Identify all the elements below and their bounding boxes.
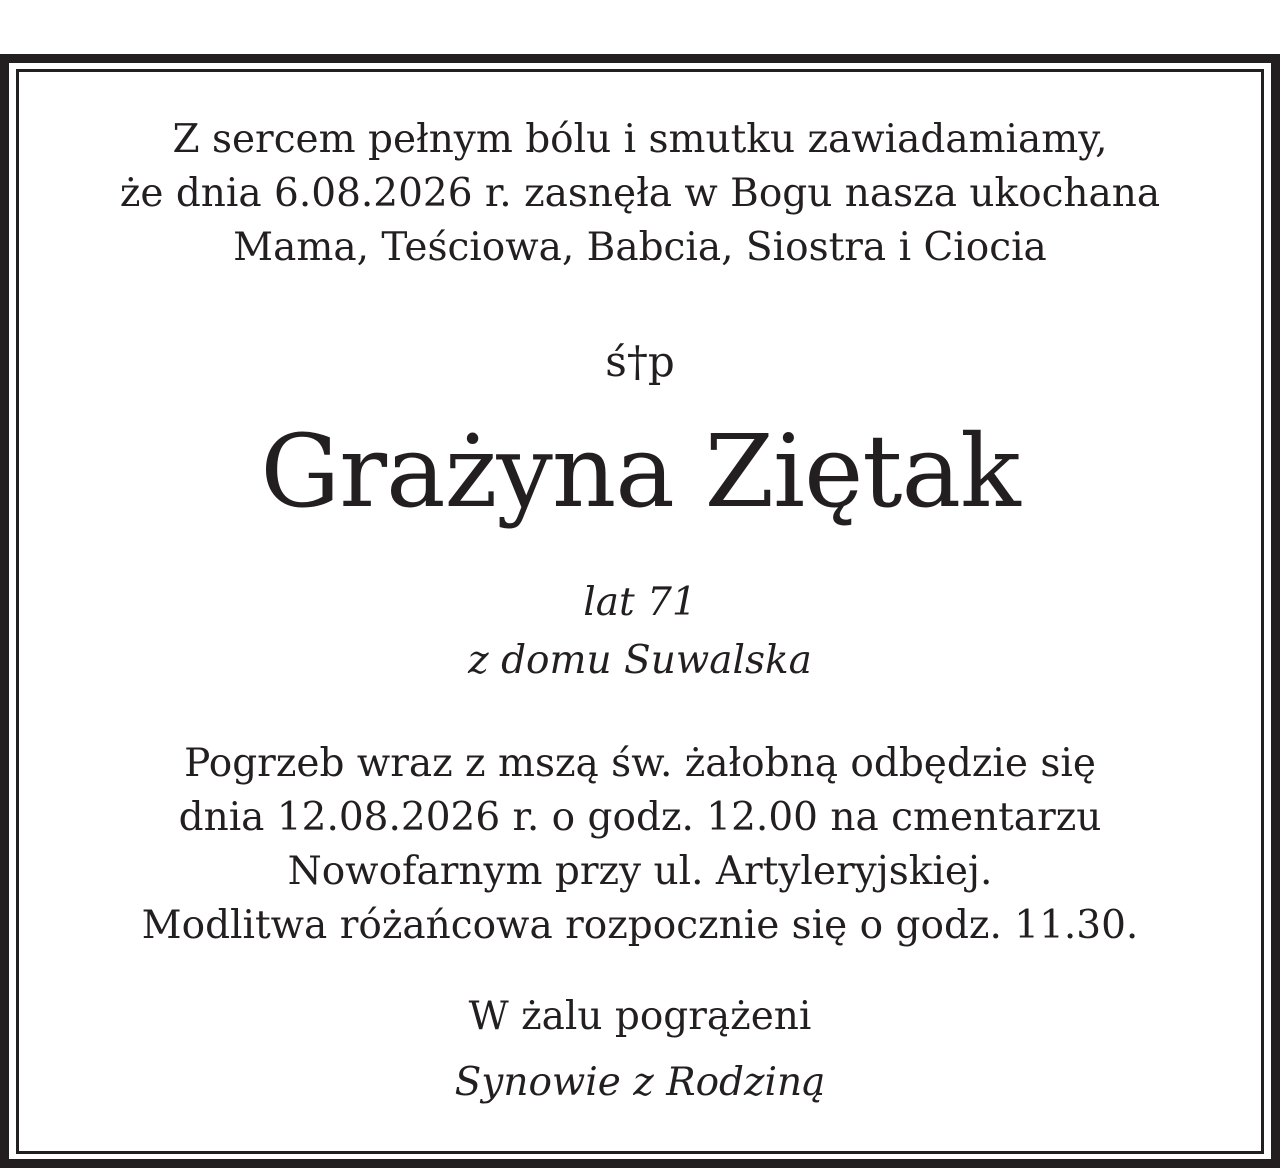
memorial-prefix: ś†p	[605, 337, 675, 386]
family-signature: Synowie z Rodziną	[454, 1060, 826, 1105]
funeral-details	[0, 737, 1280, 953]
intro-line-3: Mama, Teściowa, Babcia, Siostra i Ciocia	[233, 225, 1047, 270]
funeral-line-2: dnia 12.08.2026 r. o godz. 12.00 na cmentarzu	[178, 795, 1102, 840]
intro-line-1: Z sercem pełnym bólu i smutku zawiadamiamy,	[172, 117, 1108, 162]
funeral-line-3: Nowofarnym przy ul. Artyleryjskiej.	[287, 849, 993, 894]
mourners-label: W żalu pogrążeni	[468, 994, 812, 1039]
maiden-name-text: z domu Suwalska	[468, 638, 812, 683]
intro-text	[0, 113, 1280, 275]
deceased-name: Grażyna Ziętak	[260, 413, 1020, 530]
age-text: lat 71	[583, 580, 697, 625]
funeral-line-1: Pogrzeb wraz z mszą św. żałobną odbędzie się	[184, 741, 1096, 786]
intro-line-2: że dnia 6.08.2026 r. zasnęła w Bogu nasza ukochana	[119, 171, 1161, 216]
funeral-line-4: Modlitwa różańcowa rozpocznie się o godz. 11.30.	[141, 903, 1139, 948]
